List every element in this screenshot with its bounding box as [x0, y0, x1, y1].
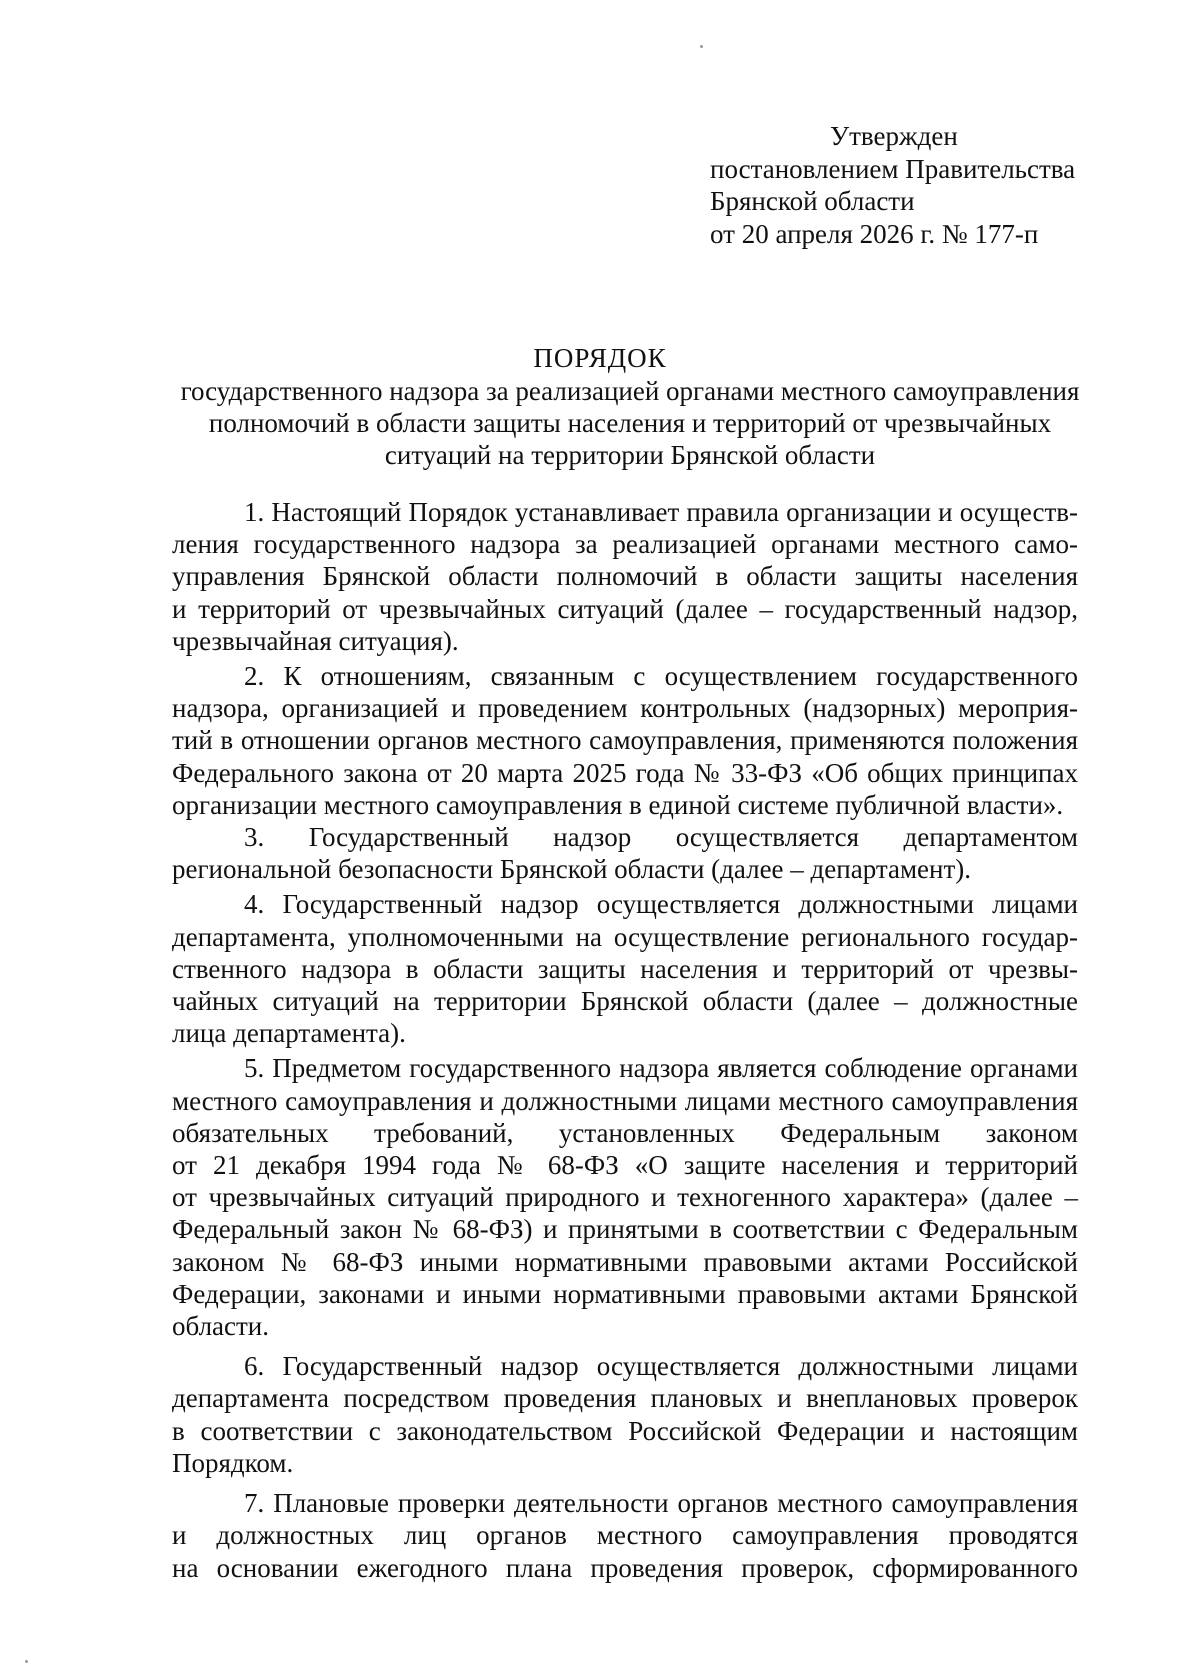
paragraph-line: организации местного самоуправления в единой системе публичной власти». — [172, 789, 1064, 820]
paragraph-line: Федерации, законами и иными нормативными правовыми актами Брянской — [172, 1278, 1078, 1309]
paragraph-6 — [172, 1350, 1078, 1479]
paragraph-line: области. — [172, 1311, 270, 1342]
paragraph-line: 3. Государственный надзор осуществляется департаментом — [244, 822, 1078, 853]
paragraph-line: надзора, организацией и проведением контрольных (надзорных) мероприя- — [172, 693, 1078, 724]
paragraph-2 — [172, 660, 1078, 821]
paragraph-line: Федерального закона от 20 марта 2025 года № 33-ФЗ «Об общих принципах — [172, 757, 1078, 788]
subtitle-line: ситуаций на территории Брянской области — [384, 440, 876, 470]
paragraph-line: ления государственного надзора за реализацией органами местного само- — [172, 529, 1078, 560]
paragraph-line: чрезвычайная ситуация). — [172, 625, 459, 656]
paragraph-line: ственного надзора в области защиты населения и территорий от чрезвы- — [172, 953, 1078, 984]
paragraph-line: департамента, уполномоченными на осуществление регионального государ- — [172, 921, 1078, 952]
paragraph-line: в соответствии с законодательством Российской Федерации и настоящим — [172, 1415, 1078, 1446]
paragraph-line: и должностных лиц органов местного самоуправления проводятся — [172, 1520, 1078, 1551]
paragraph-line: департамента посредством проведения плановых и внеплановых проверок — [172, 1383, 1078, 1414]
paragraph-5 — [172, 1052, 1078, 1342]
approval-stamp — [710, 120, 1130, 250]
approval-line: Брянской области — [710, 186, 915, 216]
paragraph-line: управления Брянской области полномочий в области защиты населения — [172, 561, 1078, 592]
paragraph-line: законом № 68-ФЗ иными нормативными правовыми актами Российской — [172, 1246, 1078, 1277]
paragraph-line: 7. Плановые проверки деятельности органов местного самоуправления — [244, 1488, 1078, 1519]
scan-speck — [700, 45, 703, 48]
paragraph-line: от чрезвычайных ситуаций природного и техногенного характера» (далее – — [172, 1182, 1078, 1213]
paragraph-line: Порядком. — [172, 1447, 294, 1478]
subtitle-line: государственного надзора за реализацией органами местного самоуправления — [180, 376, 1080, 406]
paragraph-line: 5. Предметом государственного надзора является соблюдение органами — [244, 1053, 1078, 1084]
document-body — [172, 496, 1078, 1584]
paragraph-4 — [172, 888, 1078, 1049]
paragraph-line: 6. Государственный надзор осуществляется должностными лицами — [244, 1351, 1078, 1382]
paragraph-line: чайных ситуаций на территории Брянской области (далее – должностные — [172, 986, 1078, 1017]
paragraph-line: на основании ежегодного плана проведения проверок, сформированного — [172, 1552, 1078, 1583]
paragraph-line: лица департамента). — [172, 1018, 406, 1049]
paragraph-line: обязательных требований, установленных Федеральным законом — [172, 1117, 1078, 1148]
paragraph-line: местного самоуправления и должностными лицами местного самоуправления — [172, 1085, 1078, 1116]
document-subtitle — [170, 375, 1090, 471]
paragraph-line: и территорий от чрезвычайных ситуаций (далее – государственный надзор, — [172, 593, 1078, 624]
approval-line: постановлением Правительства — [710, 153, 1076, 184]
approval-date-line: от 20 апреля 2026 г. № 177-п — [710, 218, 1039, 249]
document-title: ПОРЯДОК — [533, 343, 667, 373]
subtitle-line: полномочий в области защиты населения и территорий от чрезвычайных — [208, 408, 1052, 438]
paragraph-line: 2. К отношениям, связанным с осуществлением государственного — [244, 661, 1078, 692]
paragraph-line: от 21 декабря 1994 года № 68-ФЗ «О защите населения и территорий — [172, 1150, 1078, 1181]
paragraph-7 — [172, 1487, 1078, 1584]
paragraph-line: 1. Настоящий Порядок устанавливает правила организации и осуществ- — [244, 497, 1078, 527]
paragraph-line: 4. Государственный надзор осуществляется должностными лицами — [244, 889, 1078, 920]
approval-line: Утвержден — [830, 121, 958, 151]
paragraph-1 — [172, 496, 1078, 657]
paragraph-line: региональной безопасности Брянской области (далее – департамент). — [172, 854, 972, 885]
paragraph-line: тий в отношении органов местного самоуправления, применяются положения — [172, 725, 1078, 756]
scan-speck — [25, 1660, 28, 1663]
paragraph-3 — [172, 821, 1078, 885]
paragraph-line: Федеральный закон № 68-ФЗ) и принятыми в соответствии с Федеральным — [172, 1214, 1078, 1245]
